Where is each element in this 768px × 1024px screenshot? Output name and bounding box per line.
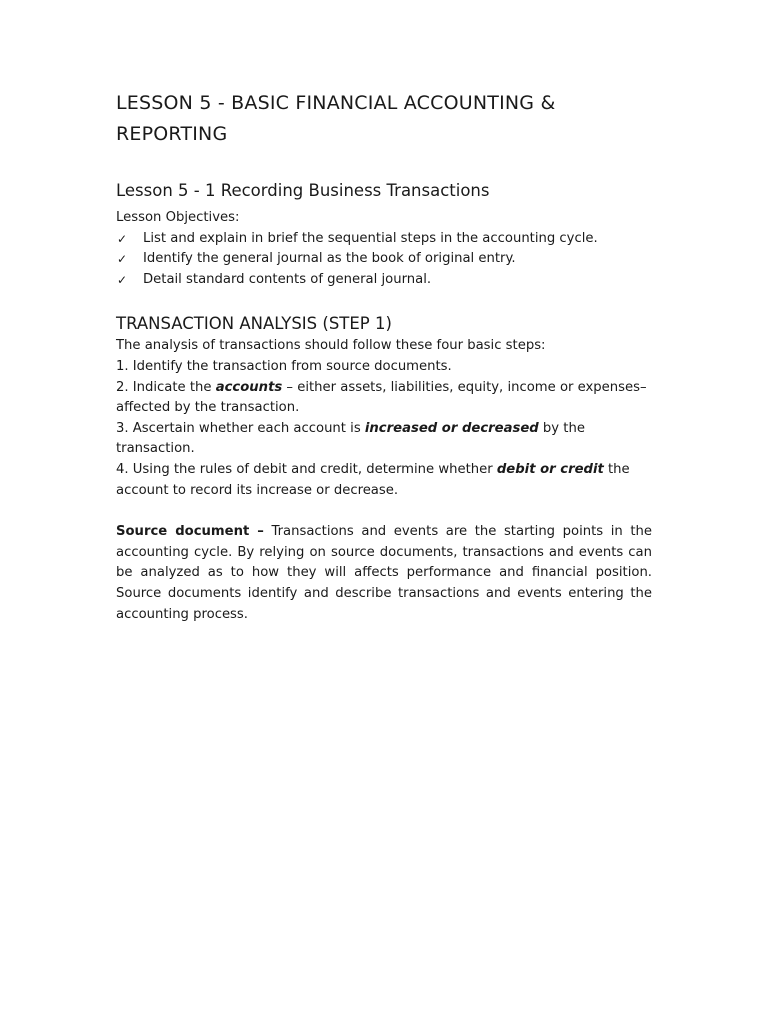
step-1: 1. Identify the transaction from source documents.	[116, 358, 452, 374]
objectives-list	[116, 229, 652, 291]
source-document-paragraph	[116, 522, 652, 625]
analysis-steps	[116, 336, 652, 501]
step-4-emphasis: debit or credit	[496, 461, 604, 477]
source-document-text: Transactions and events are the starting points in the accounting cycle. By relying on source documents, transactions and events can be analyzed as to how they will affects performance and financial position. Source documents identify and describe transactions and events entering the accounting process.	[116, 524, 652, 622]
checkmark-icon: ✓	[117, 272, 128, 287]
objective-item	[116, 229, 652, 250]
step-4	[116, 460, 652, 501]
lesson-subtitle: Lesson 5 - 1 Recording Business Transactions	[116, 181, 490, 200]
checkmark-icon: ✓	[117, 231, 128, 246]
objective-item	[116, 249, 652, 270]
step-2	[116, 378, 652, 419]
step-4-lead: 4. Using the rules of debit and credit, determine whether	[116, 461, 497, 477]
step-2-emphasis: accounts	[215, 379, 283, 395]
step-2-lead: 2. Indicate the	[116, 379, 216, 395]
step-3	[116, 419, 652, 460]
step-3-lead: 3. Ascertain whether each account is	[116, 420, 365, 436]
objective-item	[116, 270, 652, 291]
transaction-analysis-heading: TRANSACTION ANALYSIS (STEP 1)	[116, 314, 392, 334]
analysis-intro: The analysis of transactions should follow these four basic steps:	[116, 338, 546, 354]
step-3-rest: by the transaction.	[116, 420, 585, 457]
objectives-label: Lesson Objectives:	[116, 210, 240, 225]
source-document-term: Source document –	[116, 524, 264, 540]
step-2-rest: – either assets, liabilities, equity, income or expenses– affected by the transaction.	[116, 379, 647, 416]
objective-text: Identify the general journal as the book of original entry.	[143, 251, 516, 267]
lesson-title: LESSON 5 - BASIC FINANCIAL ACCOUNTING & REPORTING	[116, 92, 556, 145]
objectives-section	[116, 208, 652, 290]
objective-text: Detail standard contents of general journal.	[143, 271, 432, 287]
objective-text: List and explain in brief the sequential steps in the accounting cycle.	[143, 230, 598, 246]
step-4-rest: the account to record its increase or decrease.	[116, 461, 630, 498]
checkmark-icon: ✓	[117, 252, 128, 267]
step-3-emphasis: increased or decreased	[364, 420, 539, 436]
